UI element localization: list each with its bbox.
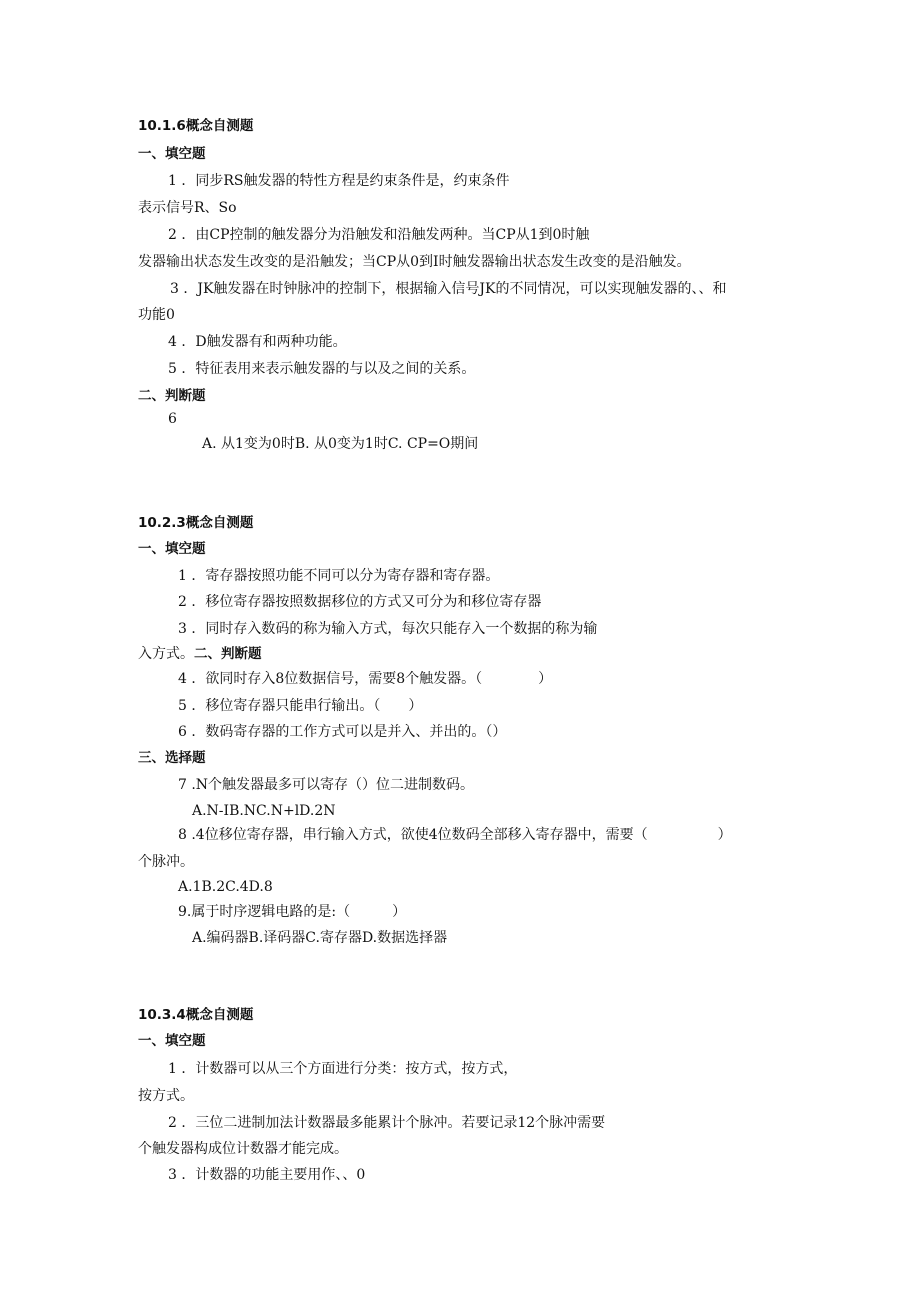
options-line: A.1B.2C.4D.8: [178, 879, 273, 895]
question-line: 3 ．JK触发器在时钟脉冲的控制下，根据输入信号JK的不同情况，可以实现触发器的、、和: [170, 281, 727, 297]
question-line: 个脉冲。: [138, 854, 194, 870]
question-line: 按方式。: [138, 1088, 194, 1104]
question-line: 发器输出状态发生改变的是沿触发；当CP从0到I时触发器输出状态发生改变的是沿触发。: [138, 254, 691, 270]
question-line: 2 ．三位二进制加法计数器最多能累计个脉冲。若要记录12个脉冲需要: [168, 1115, 606, 1131]
judge-heading: 二、判断题: [138, 388, 206, 404]
options-line: A.N-IB.NC.N+lD.2N: [192, 803, 336, 819]
judge-heading: 二、判断题: [194, 646, 262, 662]
question-line: 表示信号R、So: [138, 200, 237, 216]
question-line: 2 ．移位寄存器按照数据移位的方式又可分为和移位寄存器: [178, 594, 542, 610]
options-line: A.编码器B.译码器C.寄存器D.数据选择器: [192, 930, 448, 946]
question-line: 5 ．移位寄存器只能串行输出。（ ）: [178, 698, 423, 714]
fill-heading: 一、填空题: [138, 146, 206, 162]
question-line: 入方式。: [138, 646, 194, 662]
fill-heading: 一、填空题: [138, 1033, 206, 1049]
question-line: 3 ．计数器的功能主要用作、、0: [168, 1167, 366, 1183]
question-line: 2 ．由CP控制的触发器分为沿触发和沿触发两种。当CP从1到0时触: [168, 227, 590, 243]
question-line: 6 ．数码寄存器的工作方式可以是并入、并出的。（）: [178, 724, 507, 740]
section-title: 10.3.4概念自测题: [138, 1007, 254, 1023]
question-line: 功能0: [138, 307, 175, 323]
question-line: 个触发器构成位计数器才能完成。: [138, 1141, 348, 1157]
section-title: 10.2.3概念自测题: [138, 515, 254, 531]
section-title: 10.1.6概念自测题: [138, 118, 254, 134]
question-line: 4 ．D触发器有和两种功能。: [168, 334, 347, 350]
question-line-with-heading: [138, 645, 262, 663]
question-line: 1 ．寄存器按照功能不同可以分为寄存器和寄存器。: [178, 568, 500, 584]
fill-heading: 一、填空题: [138, 541, 206, 557]
question-line: 7 .N个触发器最多可以寄存（）位二进制数码。: [178, 777, 475, 793]
question-line: 4 ．欲同时存入8位数据信号，需要8个触发器。（ ）: [178, 671, 553, 687]
choice-heading: 三、选择题: [138, 750, 206, 766]
question-line: 1 ．同步RS触发器的特性方程是约束条件是，约束条件: [168, 173, 510, 189]
question-line: 8 .4位移位寄存器，串行输入方式，欲使4位数码全部移入寄存器中，需要（ ）: [178, 827, 732, 843]
question-line: 1 ．计数器可以从三个方面进行分类：按方式，按方式，: [168, 1061, 518, 1077]
question-line: 3 ．同时存入数码的称为输入方式，每次只能存入一个数据的称为输: [178, 621, 598, 637]
question-line: 5 ．特征表用来表示触发器的与以及之间的关系。: [168, 361, 476, 377]
question-line: 9.属于时序逻辑电路的是:（ ）: [178, 904, 407, 920]
question-line: 6: [168, 411, 177, 427]
options-line: A. 从1变为0时B. 从0变为1时C. CP=O期间: [202, 436, 479, 452]
